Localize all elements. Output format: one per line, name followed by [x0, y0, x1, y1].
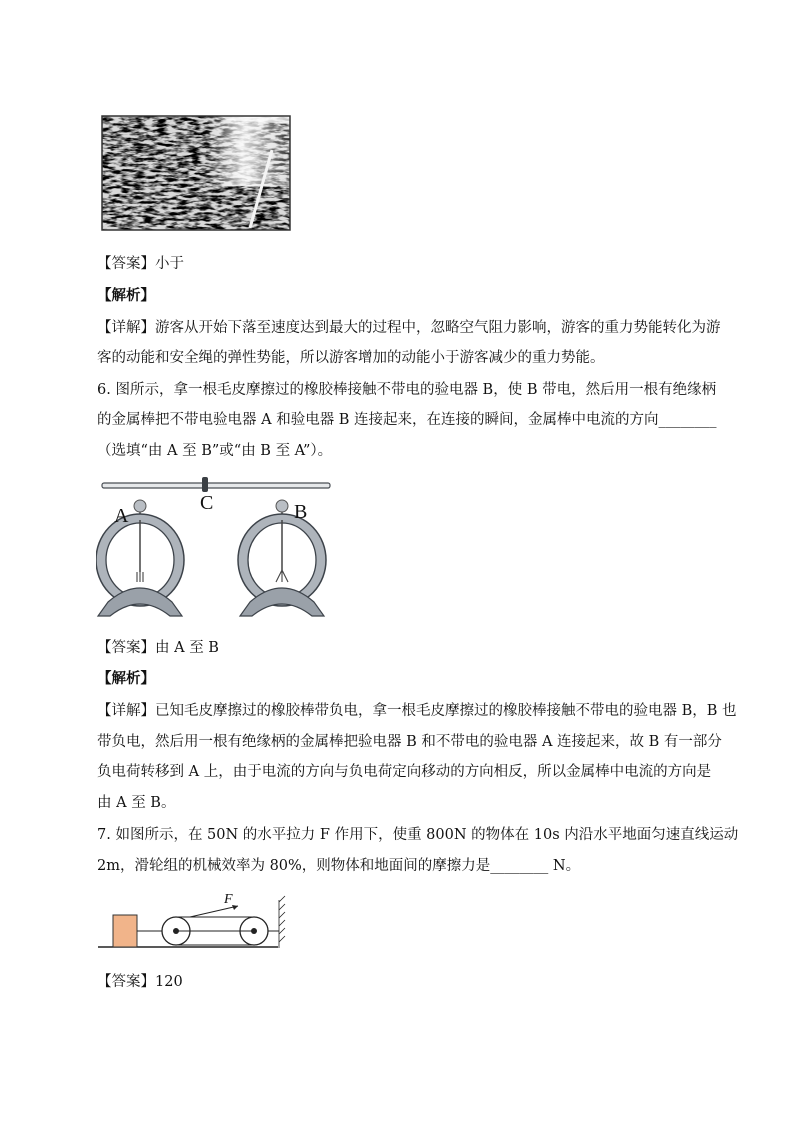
detail-q6-line3: 负电荷转移到 A 上，由于电流的方向与负电荷定向移动的方向相反，所以金属棒中电流的方向是 — [97, 764, 712, 780]
label-c: C — [200, 492, 214, 514]
analysis-label-q6: 【解析】 — [97, 670, 155, 687]
answer-q5: 【答案】小于 — [97, 256, 184, 272]
detail-q5-line2: 客的动能和安全绳的弹性势能，所以游客增加的动能小于游客减少的重力势能。 — [97, 350, 605, 366]
label-a: A — [114, 505, 129, 527]
detail-q5-line1: 【详解】游客从开始下落至速度达到最大的过程中，忽略空气阻力影响，游客的重力势能转化为游 — [97, 320, 721, 336]
q7-text-line2: 2m，滑轮组的机械效率为 80%，则物体和地面间的摩擦力是________ N。 — [97, 858, 581, 874]
pulley-figure — [96, 886, 292, 952]
force-label: F — [224, 892, 233, 907]
analysis-label-q5: 【解析】 — [97, 287, 155, 304]
electroscope-figure — [96, 474, 336, 630]
detail-q6-line2: 带负电，然后用一根有绝缘柄的金属棒把验电器 B 和不带电的验电器 A 连接起来，故 B 有一部分 — [97, 734, 722, 750]
electroscope-b — [238, 500, 326, 616]
answer-q6: 【答案】由 A 至 B — [97, 640, 219, 656]
detail-q6-line4: 由 A 至 B。 — [97, 795, 176, 811]
cliff-photo — [100, 110, 292, 232]
label-b: B — [294, 501, 308, 523]
q6-text-line2: 的金属棒把不带电验电器 A 和验电器 B 连接起来，在连接的瞬间，金属棒中电流的方向________ — [97, 412, 717, 428]
answer-q7: 【答案】120 — [97, 974, 183, 990]
q6-text-line3: （选填“由 A 至 B”或“由 B 至 A”）。 — [97, 443, 333, 459]
q7-text-line1: 7. 如图所示，在 50N 的水平拉力 F 作用下，使重 800N 的物体在 10s 内沿水平地面匀速直线运动 — [97, 827, 739, 843]
electroscope-a — [96, 500, 184, 616]
detail-q6-line1: 【详解】已知毛皮摩擦过的橡胶棒带负电，拿一根毛皮摩擦过的橡胶棒接触不带电的验电器 B，B 也 — [97, 703, 737, 719]
q6-text-line1: 6. 图所示，拿一根毛皮摩擦过的橡胶棒接触不带电的验电器 B，使 B 带电，然后用一根有绝缘柄 — [97, 382, 717, 398]
